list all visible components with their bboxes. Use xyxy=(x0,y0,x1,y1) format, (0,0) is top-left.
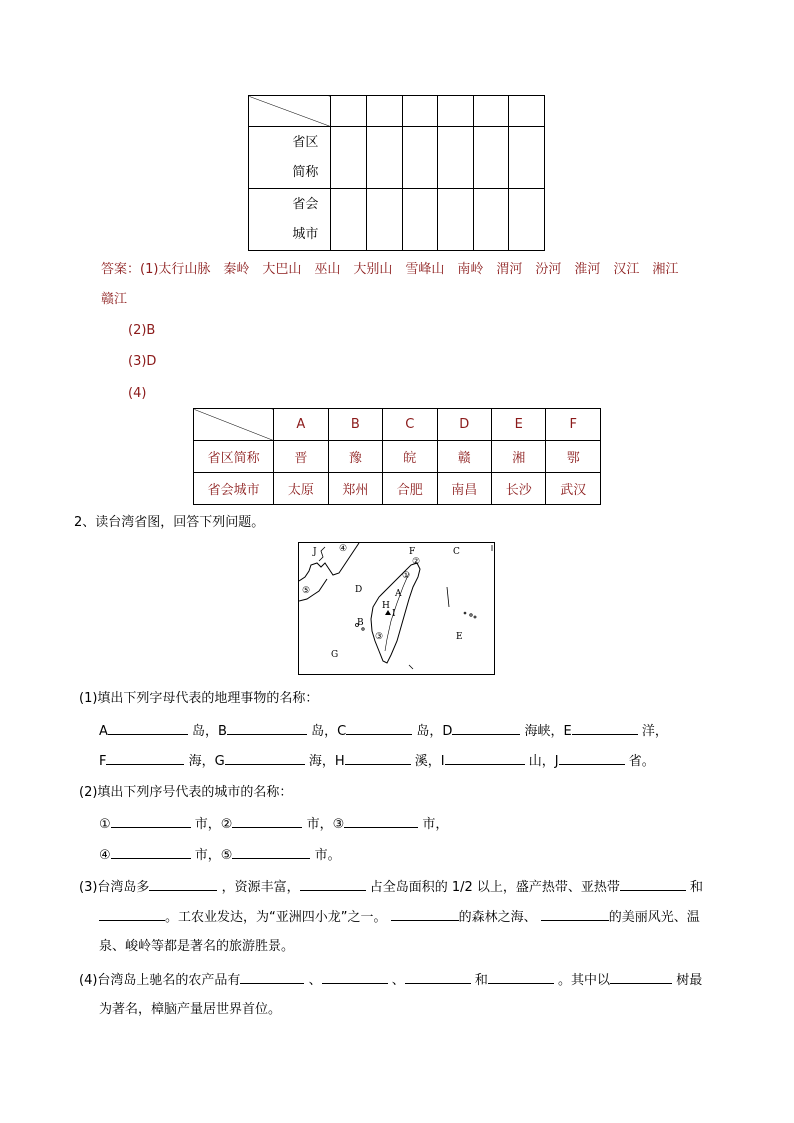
text: 市，③ xyxy=(306,817,345,832)
blank[interactable] xyxy=(240,969,304,984)
part-3-line-3: 泉、峻岭等都是著名的旅游胜景。 xyxy=(99,939,295,954)
taiwan-map xyxy=(298,542,495,675)
blank[interactable] xyxy=(610,969,672,984)
table-cell: 太原 xyxy=(274,473,328,505)
text: 。其中以 xyxy=(558,973,611,988)
header-cell[interactable] xyxy=(402,96,438,127)
text: 海，H xyxy=(308,754,345,769)
blank[interactable] xyxy=(405,969,471,984)
map-label-G: G xyxy=(331,650,339,660)
map-label-4: ④ xyxy=(339,544,348,554)
blank[interactable] xyxy=(541,906,609,921)
text: 市，⑤ xyxy=(194,848,233,863)
blank[interactable] xyxy=(149,876,217,891)
answer-line-2: 赣江 xyxy=(101,292,128,307)
header-cell[interactable] xyxy=(438,96,474,127)
blank[interactable] xyxy=(559,750,625,765)
blank[interactable] xyxy=(225,750,305,765)
part-2-line-1 xyxy=(99,813,448,835)
answer-cell[interactable] xyxy=(402,189,438,251)
text: 山，J xyxy=(528,754,559,769)
blank[interactable] xyxy=(99,906,165,921)
header-cell[interactable] xyxy=(509,96,545,127)
part-1-line-1 xyxy=(99,720,668,742)
text: 省。 xyxy=(628,754,655,769)
text: 海峡，E xyxy=(524,724,572,739)
table-cell: 晋 xyxy=(274,441,328,473)
answer-cell[interactable] xyxy=(473,189,509,251)
label-text: 城市 xyxy=(292,226,319,242)
column-header: A xyxy=(274,409,328,441)
column-header: F xyxy=(546,409,601,441)
column-header: C xyxy=(383,409,437,441)
text: 和 xyxy=(474,973,488,988)
blank[interactable] xyxy=(445,750,525,765)
text: ，资源丰富， xyxy=(221,880,300,895)
row-label-province-abbr xyxy=(249,127,331,189)
part-2-line-2 xyxy=(99,844,341,866)
row-label: 省区简称 xyxy=(194,441,274,473)
blank[interactable] xyxy=(452,720,520,735)
blank[interactable] xyxy=(106,750,184,765)
table-cell: 长沙 xyxy=(492,473,546,505)
answer-part-4: (4) xyxy=(128,386,147,401)
part-1-line-2 xyxy=(99,750,655,772)
table-cell: 湘 xyxy=(492,441,546,473)
table-cell: 南昌 xyxy=(437,473,491,505)
text: 市。 xyxy=(314,848,341,863)
diagonal-header-cell xyxy=(194,409,274,441)
column-header: B xyxy=(328,409,382,441)
map-label-J: J xyxy=(313,547,317,557)
map-label-B: B xyxy=(357,618,364,628)
map-label-A: A xyxy=(395,589,402,599)
text: ④ xyxy=(99,848,111,863)
answer-line-1: 答案：(1)太行山脉 秦岭 大巴山 巫山 大别山 雪峰山 南岭 渭河 汾河 淮河 汉江 湘江 xyxy=(101,262,679,277)
blank[interactable] xyxy=(345,750,411,765)
text: 占全岛面积的 1/2 以上，盛产热带、亚热带 xyxy=(369,880,620,895)
answer-cell[interactable] xyxy=(509,127,545,189)
blank-province-table xyxy=(248,95,545,251)
row-label-capital xyxy=(249,189,331,251)
blank[interactable] xyxy=(620,876,686,891)
text: F xyxy=(99,754,107,769)
map-label-C: C xyxy=(453,547,460,557)
answer-cell[interactable] xyxy=(473,127,509,189)
blank[interactable] xyxy=(232,844,310,859)
blank[interactable] xyxy=(300,876,366,891)
answer-cell[interactable] xyxy=(438,127,474,189)
blank[interactable] xyxy=(227,720,307,735)
answer-cell[interactable] xyxy=(366,127,402,189)
text: 洋， xyxy=(641,724,668,739)
blank[interactable] xyxy=(346,720,412,735)
text: 和 xyxy=(690,880,704,895)
answer-province-table xyxy=(193,408,601,505)
answer-cell[interactable] xyxy=(438,189,474,251)
diagonal-header-cell xyxy=(249,96,331,127)
table-cell: 武汉 xyxy=(546,473,601,505)
row-label: 省会城市 xyxy=(194,473,274,505)
text: A xyxy=(99,724,108,739)
table-cell: 皖 xyxy=(383,441,437,473)
part-3-line-1 xyxy=(79,876,703,898)
label-text: 省区 xyxy=(292,134,319,150)
answer-cell[interactable] xyxy=(402,127,438,189)
map-label-1: ① xyxy=(402,571,411,581)
blank[interactable] xyxy=(111,813,191,828)
header-cell[interactable] xyxy=(331,96,367,127)
label-text: 简称 xyxy=(292,164,319,180)
table-row xyxy=(194,441,601,473)
column-header: D xyxy=(437,409,491,441)
map-label-H: H xyxy=(382,601,390,611)
part-2-title: (2)填出下列序号代表的城市的名称： xyxy=(79,785,293,800)
text: (3)台湾岛多 xyxy=(79,880,150,895)
table-cell: 赣 xyxy=(437,441,491,473)
text: 。工农业发达，为“亚洲四小龙”之一。 xyxy=(165,910,387,925)
blank[interactable] xyxy=(488,969,554,984)
table-row xyxy=(194,473,601,505)
text: 的美丽风光、温 xyxy=(608,910,700,925)
map-label-I: I xyxy=(392,609,396,619)
table-cell: 鄂 xyxy=(546,441,601,473)
blank[interactable] xyxy=(232,813,302,828)
blank[interactable] xyxy=(111,844,191,859)
header-cell[interactable] xyxy=(366,96,402,127)
map-label-D: D xyxy=(355,585,363,595)
part-4-line-1 xyxy=(79,969,702,991)
map-label-3: ③ xyxy=(375,632,384,642)
map-label-E: E xyxy=(456,632,463,642)
text: 溪，I xyxy=(414,754,445,769)
question-2-title: 2、读台湾省图，回答下列问题。 xyxy=(74,515,265,530)
text: (4)台湾岛上驰名的农产品有 xyxy=(79,973,241,988)
answer-cell[interactable] xyxy=(509,189,545,251)
answer-part-3: (3)D xyxy=(128,354,157,369)
answer-cell[interactable] xyxy=(366,189,402,251)
blank[interactable] xyxy=(572,720,638,735)
text: 树最 xyxy=(676,973,703,988)
text: 、 xyxy=(308,973,322,988)
table-cell: 郑州 xyxy=(328,473,382,505)
answer-cell[interactable] xyxy=(331,189,367,251)
text: 、 xyxy=(391,973,405,988)
text: 的森林之海、 xyxy=(458,910,537,925)
blank[interactable] xyxy=(344,813,418,828)
map-label-F: F xyxy=(409,547,416,557)
text: 海，G xyxy=(188,754,225,769)
part-4-line-2: 为著名，樟脑产量居世界首位。 xyxy=(99,1002,282,1017)
column-header: E xyxy=(492,409,546,441)
table-cell: 合肥 xyxy=(383,473,437,505)
map-label-5: ⑤ xyxy=(302,586,311,596)
table-cell: 豫 xyxy=(328,441,382,473)
blank[interactable] xyxy=(322,969,388,984)
text: 岛，D xyxy=(416,724,453,739)
map-label-2: ② xyxy=(412,557,421,567)
text: 岛，B xyxy=(192,724,227,739)
part-1-title: (1)填出下列字母代表的地理事物的名称： xyxy=(79,691,319,706)
map-drawing xyxy=(299,543,495,675)
answer-part-2: (2)B xyxy=(128,323,156,338)
header-cell[interactable] xyxy=(473,96,509,127)
text: 市， xyxy=(422,817,449,832)
label-text: 省会 xyxy=(292,196,319,212)
blank[interactable] xyxy=(391,906,459,921)
text: 岛，C xyxy=(311,724,347,739)
answer-cell[interactable] xyxy=(331,127,367,189)
part-3-line-2 xyxy=(99,906,700,928)
text: 市，② xyxy=(194,817,233,832)
blank[interactable] xyxy=(108,720,188,735)
text: ① xyxy=(99,817,111,832)
